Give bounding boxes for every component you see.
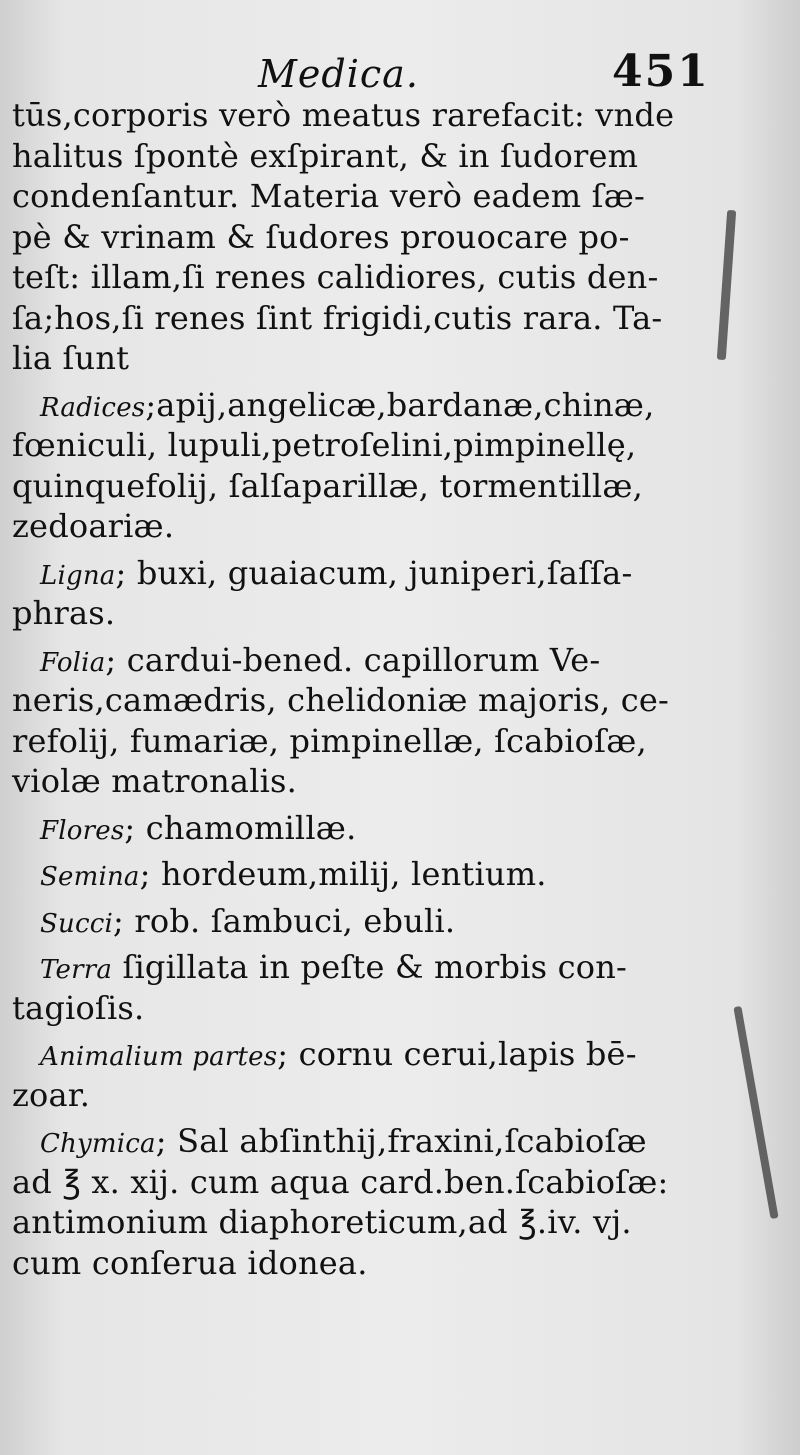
running-head-title: Medica. bbox=[258, 52, 419, 96]
text-line: violæ matronalis. bbox=[12, 762, 298, 800]
entry-text: ſigillata in peſte & morbis con- bbox=[112, 948, 628, 986]
entry-text: ; rob. ſambuci, ebuli. bbox=[113, 901, 456, 940]
text-line: cum conſerua idonea. bbox=[12, 1243, 368, 1282]
entry-label: Ligna bbox=[40, 560, 116, 591]
paragraph-intro bbox=[12, 95, 712, 379]
margin-pencil-stroke-upper bbox=[717, 210, 736, 360]
entry-semina bbox=[12, 854, 712, 895]
entry-first-line bbox=[12, 1034, 712, 1075]
entry-radices bbox=[12, 385, 712, 547]
text-line: pè & vrinam & ſudores prouocare po- bbox=[12, 217, 630, 256]
entry-text: ; hordeum,milij, lentium. bbox=[139, 855, 547, 893]
page-body bbox=[12, 95, 712, 1283]
entry-label: Radices bbox=[40, 392, 146, 423]
text-line: tūs,corporis verò meatus rarefacit: vnde bbox=[12, 96, 675, 134]
text-line: ſa;hos,ſi renes ſint frigidi,cutis rara. Ta- bbox=[12, 298, 663, 337]
entry-first-line bbox=[12, 808, 712, 849]
text-line: ad ℥ x. xij. cum aqua card.ben.ſcabioſæ: bbox=[12, 1162, 669, 1201]
entry-flores bbox=[12, 808, 712, 849]
entry-label: Semina bbox=[40, 862, 140, 892]
text-line: zoar. bbox=[12, 1075, 91, 1114]
entry-chymica bbox=[12, 1121, 712, 1283]
entry-label: Folia bbox=[40, 647, 106, 678]
entry-terra bbox=[12, 947, 712, 1028]
entry-first-line bbox=[12, 947, 712, 988]
entry-first-line bbox=[12, 854, 712, 895]
entry-label: Flores bbox=[40, 815, 125, 846]
entry-text: ; buxi, guaiacum, juniperi,ſaſſa- bbox=[115, 553, 633, 592]
entry-text: ;apij,angelicæ,bardanæ,chinæ, bbox=[145, 385, 655, 424]
entry-first-line bbox=[12, 901, 712, 942]
text-line: zedoariæ. bbox=[12, 507, 175, 545]
entry-first-line bbox=[12, 640, 712, 681]
entry-ligna bbox=[12, 553, 712, 634]
entry-label: Chymica bbox=[40, 1129, 156, 1159]
text-line: teſt: illam,ſi renes calidiores, cutis den- bbox=[12, 258, 659, 296]
entry-label: Animalium partes bbox=[40, 1042, 278, 1072]
text-line: refolij, fumariæ, pimpinellæ, ſcabioſæ, bbox=[12, 721, 647, 760]
entry-label: Terra bbox=[40, 955, 113, 985]
entry-label: Succi bbox=[40, 908, 113, 939]
text-line: antimonium diaphoreticum,ad ℥.iv. vj. bbox=[12, 1203, 632, 1241]
text-line: tagioſis. bbox=[12, 988, 145, 1027]
text-line: lia ſunt bbox=[12, 339, 130, 377]
text-line: halitus ſpontè exſpirant, & in ſudorem bbox=[12, 136, 639, 175]
entry-succi bbox=[12, 901, 712, 942]
entry-text: ; cornu cerui,lapis bē- bbox=[277, 1035, 637, 1073]
text-line: condenſantur. Materia verò eadem ſæ- bbox=[12, 177, 646, 215]
entry-folia bbox=[12, 640, 712, 802]
text-line: neris,camædris, chelidoniæ majoris, ce- bbox=[12, 681, 670, 719]
text-line: fœniculi, lupuli,petroſelini,pimpinellę, bbox=[12, 426, 637, 464]
text-line: quinquefolij, ſalſaparillæ, tormentillæ, bbox=[12, 466, 643, 505]
entry-animalium-partes bbox=[12, 1034, 712, 1115]
page-number: 451 bbox=[612, 46, 710, 97]
entry-text: ; cardui-bened. capillorum Ve- bbox=[105, 640, 601, 679]
entry-first-line bbox=[12, 385, 712, 426]
entry-first-line bbox=[12, 553, 712, 594]
text-line: phras. bbox=[12, 594, 116, 632]
entry-first-line bbox=[12, 1121, 712, 1162]
margin-pencil-stroke-lower bbox=[733, 1006, 778, 1219]
entry-text: ; Sal abſinthij,fraxini,ſcabioſæ bbox=[155, 1122, 647, 1160]
entry-text: ; chamomillæ. bbox=[124, 808, 357, 847]
